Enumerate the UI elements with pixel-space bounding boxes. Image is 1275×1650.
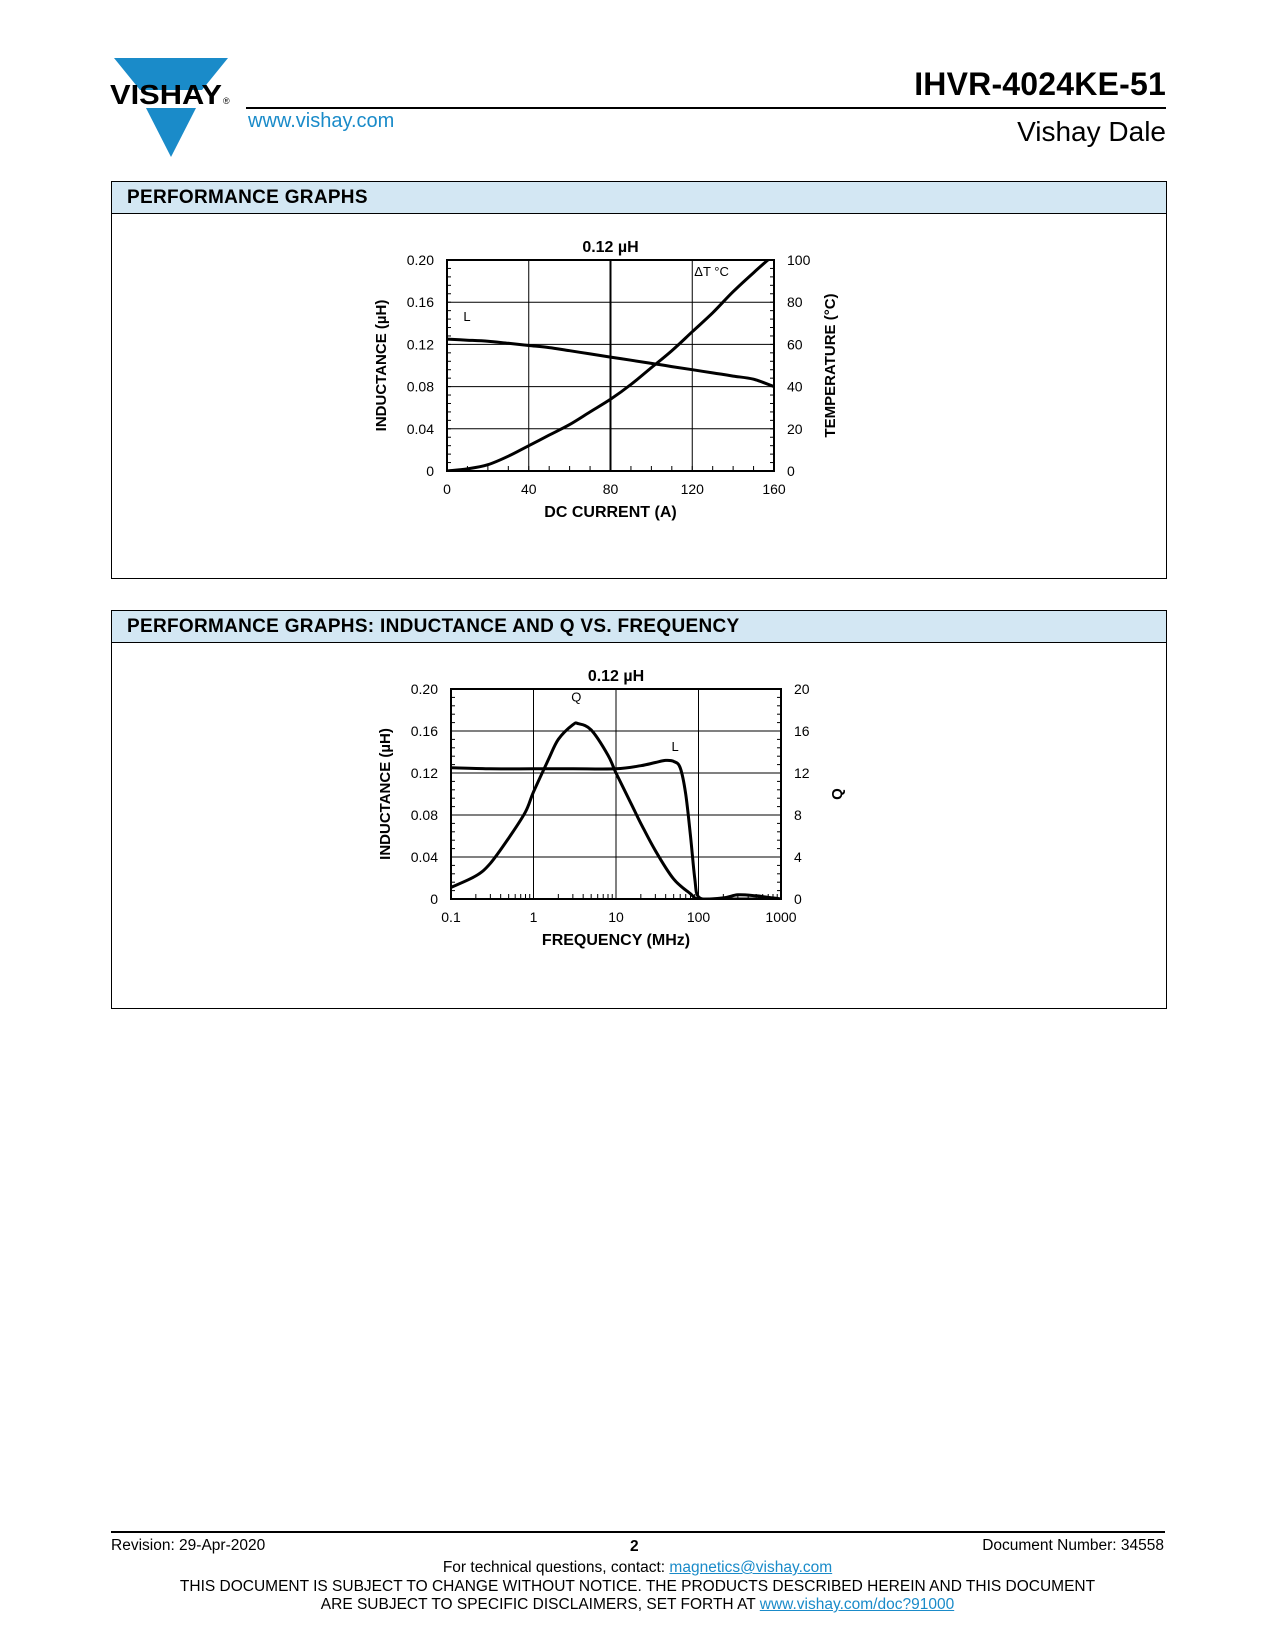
y-axis-label: INDUCTANCE (µH) bbox=[377, 728, 394, 860]
y2-axis-label: TEMPERATURE (°C) bbox=[822, 293, 839, 438]
chart-title: 0.12 µH bbox=[587, 668, 645, 685]
y-tick-label: 0.04 bbox=[406, 420, 434, 437]
y-tick-label: 0.12 bbox=[410, 765, 438, 781]
disclaimer-line-2 bbox=[0, 1596, 1275, 1614]
y2-tick-label: 4 bbox=[794, 849, 802, 865]
y2-tick-label: 20 bbox=[794, 681, 810, 697]
y2-axis-label: Q bbox=[829, 788, 846, 800]
disclaimer bbox=[0, 1578, 1275, 1614]
y2-tick-label: 20 bbox=[787, 420, 803, 437]
brand-name: Vishay Dale bbox=[1017, 116, 1166, 147]
vishay-logo bbox=[110, 58, 232, 158]
y2-tick-label: 60 bbox=[787, 336, 803, 353]
frequency-graphs-section bbox=[111, 610, 1167, 1009]
section-title: PERFORMANCE GRAPHS bbox=[112, 182, 1166, 214]
svg-text:®: ® bbox=[223, 96, 230, 106]
y-tick-label: 0 bbox=[430, 891, 438, 907]
y-tick-label: 0.08 bbox=[410, 807, 438, 823]
y2-tick-label: 40 bbox=[787, 378, 803, 395]
revision-date: Revision: 29-Apr-2020 bbox=[111, 1537, 266, 1554]
header-rule bbox=[246, 107, 1166, 109]
y-tick-label: 0.12 bbox=[406, 336, 434, 353]
x-tick-label: 1000 bbox=[765, 909, 797, 925]
x-tick-label: 100 bbox=[686, 909, 711, 925]
x-axis-label: DC CURRENT (A) bbox=[544, 504, 677, 521]
y2-tick-label: 8 bbox=[794, 807, 802, 823]
x-tick-label: 80 bbox=[602, 481, 619, 497]
series-label-q: Q bbox=[571, 689, 582, 705]
y2-tick-label: 16 bbox=[794, 723, 810, 739]
y-tick-label: 0.16 bbox=[410, 723, 438, 739]
contact-prefix: For technical questions, contact: bbox=[442, 1559, 670, 1576]
y2-tick-label: 80 bbox=[787, 294, 803, 311]
section-title: PERFORMANCE GRAPHS: INDUCTANCE AND Q VS. FREQUENCY bbox=[112, 611, 1166, 643]
x-tick-label: 0.1 bbox=[441, 909, 461, 925]
series-line-tc bbox=[447, 260, 768, 471]
y2-tick-label: 0 bbox=[787, 463, 795, 479]
series-label-l: L bbox=[463, 309, 471, 325]
y-tick-label: 0.20 bbox=[406, 252, 434, 268]
y2-tick-label: 0 bbox=[794, 891, 802, 907]
part-number: IHVR-4024KE-51 bbox=[914, 66, 1166, 102]
x-tick-label: 0 bbox=[443, 481, 451, 497]
performance-graphs-section bbox=[111, 181, 1167, 579]
y-tick-label: 0 bbox=[426, 463, 434, 479]
frequency-chart bbox=[112, 643, 1166, 1007]
y2-tick-label: 12 bbox=[794, 765, 810, 781]
contact-line bbox=[0, 1559, 1275, 1577]
chart-title: 0.12 µH bbox=[582, 239, 639, 256]
x-tick-label: 160 bbox=[762, 481, 786, 497]
document-number: Document Number: 34558 bbox=[982, 1537, 1164, 1554]
logo-text: VISHAY bbox=[110, 79, 223, 110]
x-tick-label: 1 bbox=[529, 909, 538, 925]
dc-current-chart bbox=[112, 214, 1166, 577]
x-tick-label: 120 bbox=[680, 481, 704, 497]
contact-email-link[interactable]: magnetics@vishay.com bbox=[669, 1559, 833, 1576]
x-tick-label: 10 bbox=[608, 909, 624, 925]
series-label-delta-t: ΔT °C bbox=[694, 264, 729, 279]
y-tick-label: 0.04 bbox=[410, 849, 438, 865]
page-number: 2 bbox=[630, 1538, 639, 1555]
y2-tick-label: 100 bbox=[787, 252, 811, 268]
website-link[interactable]: www.vishay.com bbox=[248, 110, 395, 132]
disclaimer-line-1: THIS DOCUMENT IS SUBJECT TO CHANGE WITHOUT NOTICE. THE PRODUCTS DESCRIBED HEREIN AND THIS DOCUMENT bbox=[179, 1578, 1096, 1595]
x-tick-label: 40 bbox=[520, 481, 537, 497]
series-label-l: L bbox=[671, 738, 679, 754]
footer-rule bbox=[111, 1531, 1165, 1533]
y-tick-label: 0.20 bbox=[410, 681, 438, 697]
y-tick-label: 0.16 bbox=[406, 294, 434, 311]
y-axis-label: INDUCTANCE (µH) bbox=[373, 299, 390, 432]
disclaimer-link[interactable]: www.vishay.com/doc?91000 bbox=[759, 1596, 955, 1613]
disclaimer-text: ARE SUBJECT TO SPECIFIC DISCLAIMERS, SET FORTH AT bbox=[320, 1596, 760, 1613]
x-axis-label: FREQUENCY (MHz) bbox=[541, 932, 691, 949]
y-tick-label: 0.08 bbox=[406, 378, 434, 395]
